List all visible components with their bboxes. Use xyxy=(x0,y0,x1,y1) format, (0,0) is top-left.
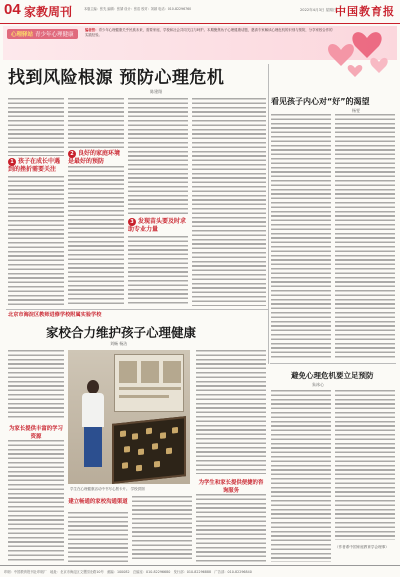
edit-info: 本版主编：张先 编辑：张婧 设计：张浩 校对：刘颖 电话：010-82296760 xyxy=(84,7,192,11)
photo-caption: 学生在心理健康活动中书写心愿卡片。 学校供图 xyxy=(70,487,145,491)
article2-byline: 刘畅 杨洁 xyxy=(110,341,128,346)
editor-note-text: 青少年心理健康关乎民族未来，需要家庭、学校和社会共同关注与呵护。本期聚焦孩子心理健康话题，邀请专家解读心理危机的识别与预防，分享家校合作的实践经验。 xyxy=(85,28,333,37)
right-article2-footnote: （作者系中国家庭教育学会理事） xyxy=(335,545,389,549)
article1-headline: 找到风险根源 预防心理危机 xyxy=(8,68,225,88)
editor-note xyxy=(85,28,335,37)
editor-note-lead: 编者按： xyxy=(85,28,99,32)
article2-subhead-2: 建立畅通的家校沟通渠道 xyxy=(68,499,128,505)
photo-student xyxy=(80,380,106,470)
issue-date: 2022年4月3日 星期日 xyxy=(300,8,337,12)
right-article1-body-col1 xyxy=(271,114,331,360)
page-number: 04 xyxy=(4,1,21,18)
article1-body-col2a xyxy=(68,98,124,148)
photo-wish-board xyxy=(112,416,186,484)
right-article1-body-col2 xyxy=(335,114,395,360)
article1-body-col3a xyxy=(128,98,188,216)
paper-logo: 中国教育报 xyxy=(335,5,395,18)
article2-body-col4a xyxy=(196,350,266,474)
article1-subhead-2: 2 良好的家庭环境是最好的预防 xyxy=(68,150,121,165)
article1-body-col4 xyxy=(192,98,266,306)
right-article1-byline: 杨雯 xyxy=(352,108,360,113)
page-footer: 印刷：中国教育报刊社印刷厂 地址：北京市海淀区文慧园北路10号 邮编：100082 总编室：010-82296680 发行部：010-82296888 广告部：010-82296840 xyxy=(0,565,400,577)
column-icon: 心理驿站 xyxy=(11,32,34,38)
article2-body-col1b xyxy=(8,440,64,562)
masthead xyxy=(0,0,400,24)
article1-subhead-1: 1 孩子在成长中遇到的挫折需要关注 xyxy=(8,158,61,173)
section-divider-right xyxy=(270,363,396,364)
article2-photo xyxy=(68,350,190,484)
column-label: 青少年心理健康 xyxy=(35,32,74,38)
column-divider xyxy=(268,64,269,364)
article1-body-col1b xyxy=(8,176,64,306)
column-tag xyxy=(7,29,78,39)
article2-body-col3 xyxy=(132,496,192,562)
article2-body-col1a xyxy=(8,350,64,420)
right-article2-byline: 朱冰心 xyxy=(312,382,324,387)
article2-kicker: 北京市海淀区教师进修学校附属实验学校 xyxy=(8,312,102,318)
article2-subhead-1: 为家长提供丰富的学习资源 xyxy=(9,426,63,440)
topic-banner xyxy=(3,26,397,60)
article1-body-col3b xyxy=(128,236,188,306)
article1-body-col2b xyxy=(68,166,124,306)
right-article1-headline: 看见孩子内心对“好”的渴望 xyxy=(271,97,370,106)
right-article2-headline: 避免心理危机要立足预防 xyxy=(291,371,374,380)
article2-body-col2 xyxy=(68,512,128,562)
right-article2-body-col2 xyxy=(335,390,395,540)
article2-body-col4b xyxy=(196,494,266,562)
right-article2-body-col1 xyxy=(271,390,331,562)
article2-headline: 家校合力维护孩子心理健康 xyxy=(46,325,197,340)
section-divider xyxy=(6,309,268,310)
article1-byline: 陈建翔 xyxy=(150,89,162,94)
section-title: 家教周刊 xyxy=(24,5,73,19)
article1-body-col1a xyxy=(8,98,64,156)
article1-subhead-3: 3 发现苗头要及时求助专业力量 xyxy=(128,218,187,233)
photo-wall-display xyxy=(114,354,184,412)
article2-subhead-3: 为学生和家长提供便捷的咨询服务 xyxy=(198,480,264,494)
hearts-decoration-icon xyxy=(323,24,393,84)
